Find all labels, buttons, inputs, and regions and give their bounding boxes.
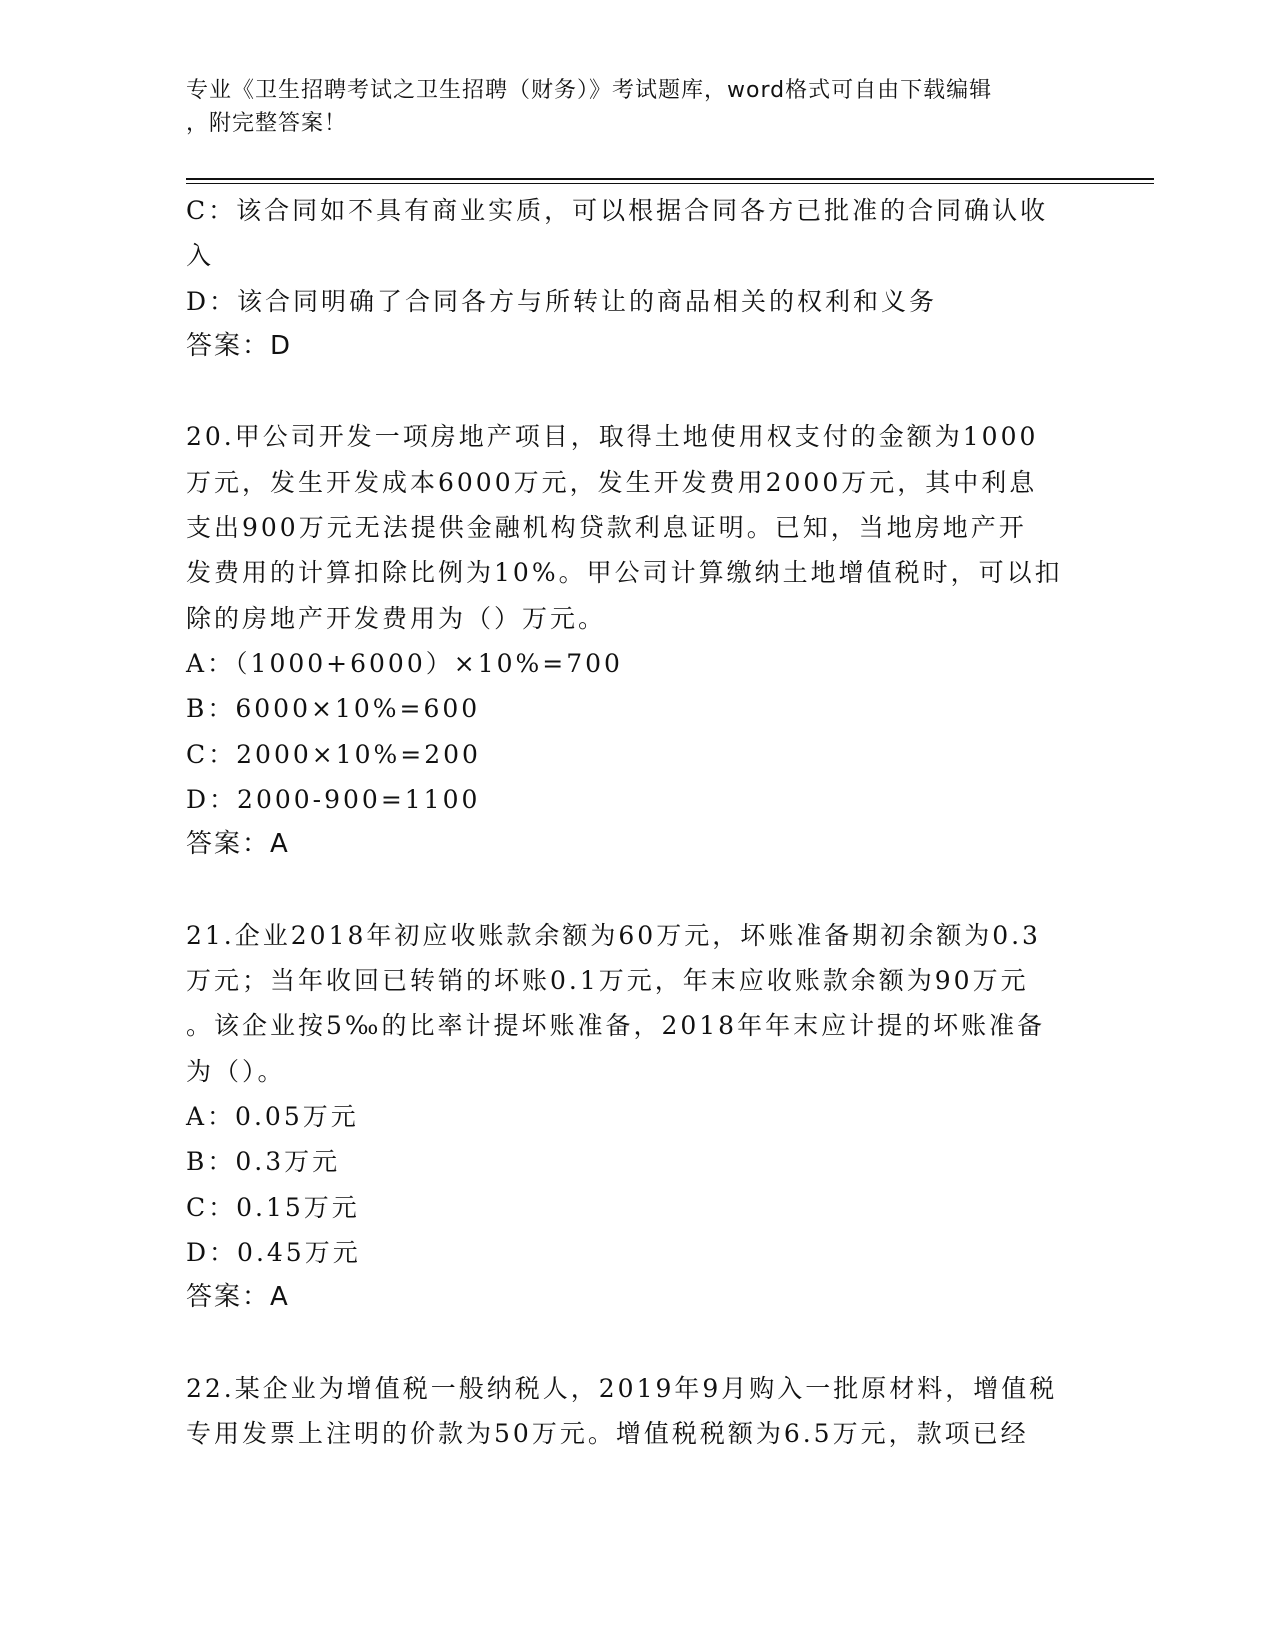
option-a: A：（1000+6000）×10%=700 bbox=[186, 648, 623, 678]
question-text-line: 万元；当年收回已转销的坏账0.1万元，年末应收账款余额为90万元 bbox=[186, 966, 1029, 996]
answer: 答案：A bbox=[186, 829, 290, 860]
spacer bbox=[186, 1320, 1086, 1365]
option-c-line-2: 入 bbox=[186, 241, 215, 271]
question-text-line: 除的房地产开发费用为（）万元。 bbox=[186, 603, 607, 633]
question-20 bbox=[186, 414, 1086, 867]
question-text-line: 发费用的计算扣除比例为10%。甲公司计算缴纳土地增值税时，可以扣 bbox=[186, 558, 1063, 588]
question-text-line: 21.企业2018年初应收账款余额为60万元，坏账准备期初余额为0.3 bbox=[186, 920, 1041, 950]
header-line-1: 专业《卫生招聘考试之卫生招聘（财务）》考试题库，word格式可自由下载编辑 bbox=[186, 78, 993, 103]
header-rule-thick bbox=[186, 178, 1154, 180]
question-22 bbox=[186, 1366, 1086, 1457]
answer: 答案：A bbox=[186, 1282, 290, 1313]
option-a: A：0.05万元 bbox=[186, 1101, 359, 1131]
answer: 答案：D bbox=[186, 330, 293, 361]
option-c-line-1: C：该合同如不具有商业实质，可以根据合同各方已批准的合同确认收 bbox=[186, 196, 1049, 225]
spacer bbox=[186, 369, 1086, 414]
header-rule-thin bbox=[186, 183, 1154, 184]
header-line-2: ，附完整答案！ bbox=[186, 111, 348, 136]
question-text-line: 。该企业按5‰的比率计提坏账准备，2018年年末应计提的坏账准备 bbox=[186, 1011, 1046, 1041]
option-b: B：0.3万元 bbox=[186, 1147, 341, 1177]
option-d: D：该合同明确了合同各方与所转让的商品相关的权利和义务 bbox=[186, 286, 938, 316]
question-text-line: 专用发票上注明的价款为50万元。增值税税额为6.5万元，款项已经 bbox=[186, 1419, 1029, 1449]
spacer bbox=[186, 867, 1086, 912]
question-text-line: 20.甲公司开发一项房地产项目，取得土地使用权支付的金额为1000 bbox=[186, 422, 1039, 452]
option-d: D：0.45万元 bbox=[186, 1237, 361, 1267]
question-text-line: 万元，发生开发成本6000万元，发生开发费用2000万元，其中利息 bbox=[186, 467, 1038, 497]
question-text-line: 支出900万元无法提供金融机构贷款利息证明。已知，当地房地产开 bbox=[186, 513, 1027, 543]
question-text-line: 为（）。 bbox=[186, 1056, 286, 1086]
document-body bbox=[186, 188, 1086, 1456]
question-text-line: 22.某企业为增值税一般纳税人，2019年9月购入一批原材料，增值税 bbox=[186, 1373, 1058, 1403]
option-d: D：2000-900=1100 bbox=[186, 784, 481, 814]
question-21 bbox=[186, 913, 1086, 1321]
option-b: B：6000×10%=600 bbox=[186, 694, 481, 724]
question-19-tail bbox=[186, 188, 1086, 369]
option-c: C：2000×10%=200 bbox=[186, 739, 481, 769]
page-header bbox=[186, 74, 1066, 140]
option-c: C：0.15万元 bbox=[186, 1192, 360, 1222]
